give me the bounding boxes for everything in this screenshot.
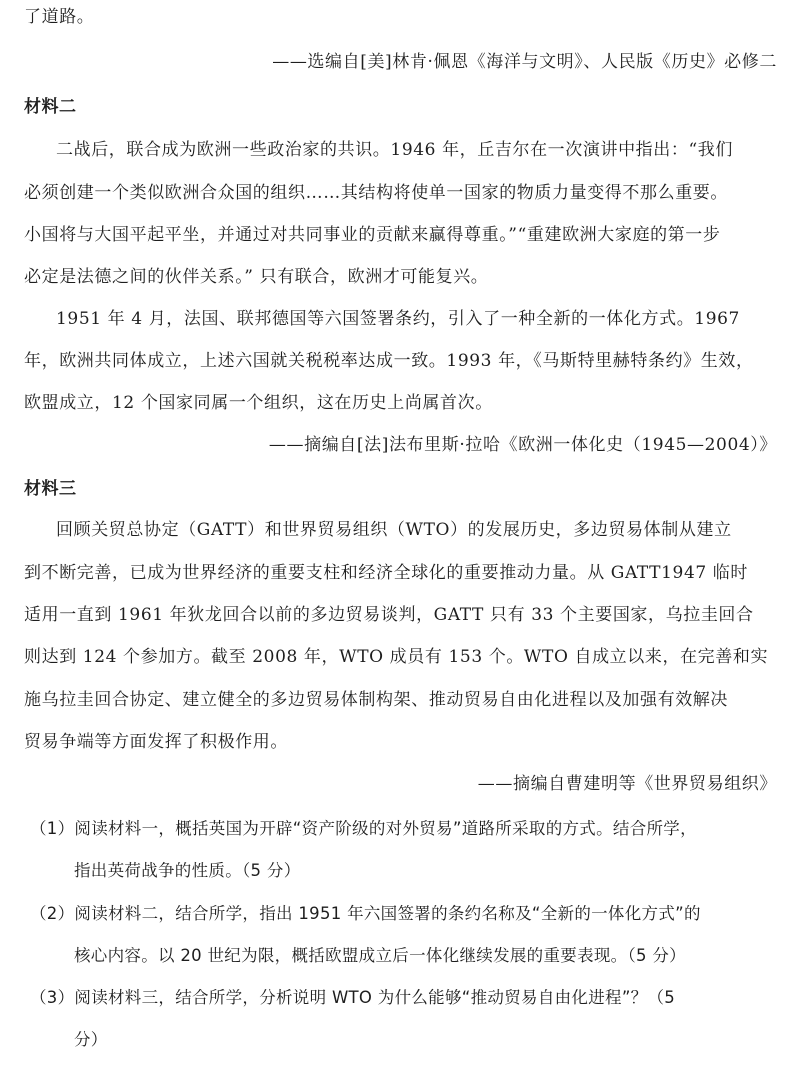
material1-tail: 了道路。 bbox=[24, 7, 95, 27]
material2-line: 1951 年 4 月，法国、联邦德国等六国签署条约，引入了一种全新的一体化方式。1967 bbox=[56, 309, 740, 329]
material3-line: 贸易争端等方面发挥了积极作用。 bbox=[24, 732, 288, 752]
material3-heading: 材料三 bbox=[24, 479, 77, 499]
material3-line: 到不断完善，已成为世界经济的重要支柱和经济全球化的重要推动力量。从 GATT1947 临时 bbox=[24, 563, 748, 583]
material3-line: 施乌拉圭回合协定、建立健全的多边贸易体制构架、推动贸易自由化进程以及加强有效解决 bbox=[24, 690, 728, 710]
material2-line: 欧盟成立，12 个国家同属一个组织，这在历史上尚属首次。 bbox=[24, 393, 493, 413]
material3-line: 适用一直到 1961 年狄龙回合以前的多边贸易谈判，GATT 只有 33 个主要国家，乌拉圭回合 bbox=[24, 605, 754, 625]
material2-line: 必定是法德之间的伙伴关系。” 只有联合，欧洲才可能复兴。 bbox=[24, 267, 489, 287]
material2-line: 年，欧洲共同体成立，上述六国就关税税率达成一致。1993 年，《马斯特里赫特条约》生效， bbox=[24, 351, 754, 371]
question-2-cont: 核心内容。以 20 世纪为限，概括欧盟成立后一体化继续发展的重要表现。（5 分） bbox=[74, 946, 686, 965]
material3-line: 回顾关贸总协定（GATT）和世界贸易组织（WTO）的发展历史，多边贸易体制从建立 bbox=[56, 520, 732, 540]
material2-line: 二战后，联合成为欧洲一些政治家的共识。1946 年，丘吉尔在一次演讲中指出：“我们 bbox=[56, 140, 733, 160]
question-3-cont: 分） bbox=[74, 1030, 108, 1049]
material2-line: 小国将与大国平起平坐，并通过对共同事业的贡献来赢得尊重。”“重建欧洲大家庭的第一步 bbox=[24, 225, 721, 245]
material3-line: 则达到 124 个参加方。截至 2008 年，WTO 成员有 153 个。WTO 自成立以来，在完善和实 bbox=[24, 647, 769, 667]
question-3: （3）阅读材料三，结合所学，分析说明 WTO 为什么能够“推动贸易自由化进程”？（5 bbox=[30, 988, 676, 1007]
material2-line: 必须创建一个类似欧洲合众国的组织……其结构将使单一国家的物质力量变得不那么重要。 bbox=[24, 183, 728, 203]
material2-source: ——摘编自[法]法布里斯·拉哈《欧洲一体化史（1945—2004）》 bbox=[268, 435, 777, 455]
question-2: （2）阅读材料二，结合所学，指出 1951 年六国签署的条约名称及“全新的一体化方式”的 bbox=[30, 904, 701, 923]
question-1-cont: 指出英荷战争的性质。（5 分） bbox=[74, 861, 301, 880]
material3-source: ——摘编自曹建明等《世界贸易组织》 bbox=[477, 774, 777, 794]
material1-source: ——选编自[美]林肯·佩恩《海洋与文明》、人民版《历史》必修二 bbox=[272, 52, 777, 72]
question-1: （1）阅读材料一，概括英国为开辟“资产阶级的对外贸易”道路所采取的方式。结合所学， bbox=[30, 819, 697, 838]
material2-heading: 材料二 bbox=[24, 97, 77, 117]
